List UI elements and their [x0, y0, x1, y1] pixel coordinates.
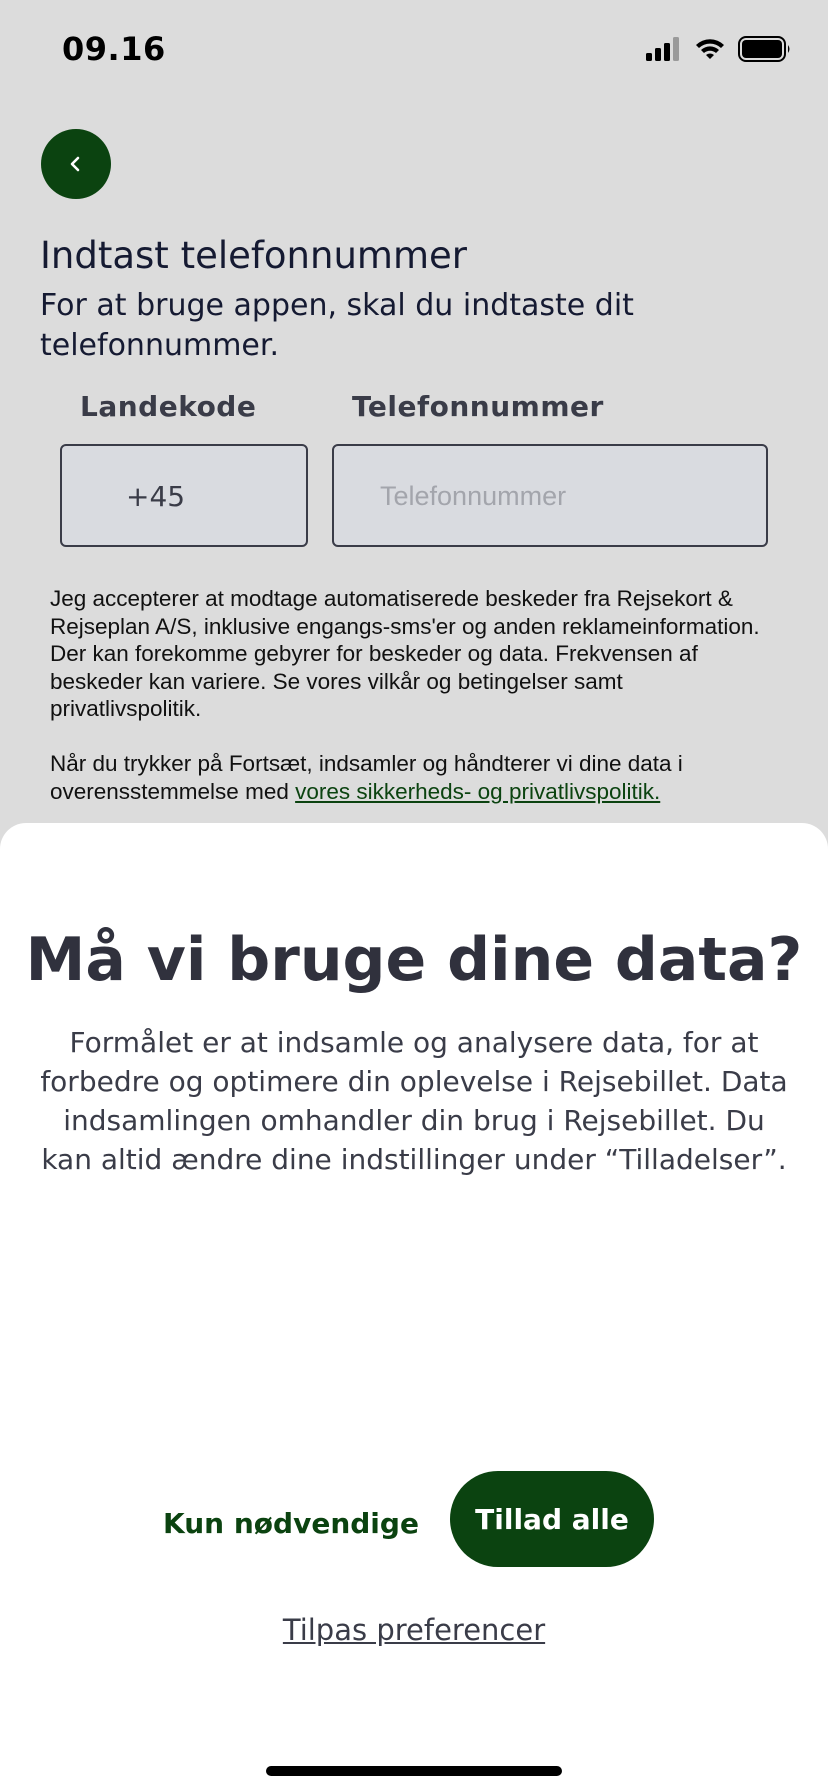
battery-icon [738, 36, 792, 62]
privacy-policy-link[interactable]: vores sikkerheds- og privatlivspolitik. [295, 778, 661, 804]
country-code-value: +45 [126, 480, 186, 513]
only-necessary-button[interactable]: Kun nødvendige [160, 1493, 422, 1553]
country-code-label: Landekode [80, 390, 257, 423]
allow-all-button[interactable]: Tillad alle [450, 1471, 654, 1567]
chevron-left-icon [66, 154, 86, 174]
page-subtitle: For at bruge appen, skal du indtaste dit telefonnummer. [40, 288, 634, 363]
signal-icon [646, 37, 682, 61]
country-code-field[interactable] [60, 444, 308, 547]
customize-preferences-link[interactable]: Tilpas preferencer [282, 1613, 546, 1647]
privacy-notice [50, 750, 780, 805]
phone-number-label: Telefonnummer [352, 390, 604, 423]
wifi-icon [694, 37, 726, 61]
phone-number-field[interactable] [332, 444, 768, 547]
status-time: 09.16 [62, 30, 166, 68]
page-title: Indtast telefonnummer [40, 234, 467, 277]
status-icons [646, 36, 792, 62]
phone-number-input[interactable] [380, 474, 750, 518]
cookie-sheet-body: Formålet er at indsamle og analysere data, for at forbedre og optimere din oplevelse i Rejsebillet. Data indsamlingen omhandler din brug i Rejsebillet. Du kan altid ændre dine indstillinger under “Tilladelser”. [40, 1026, 788, 1176]
cookie-consent-sheet [0, 823, 828, 1792]
back-button[interactable] [41, 129, 111, 199]
cookie-sheet-title: Må vi bruge dine data? [25, 925, 803, 995]
status-bar [0, 0, 828, 100]
privacy-notice-text: Når du trykker på Fortsæt, indsamler og håndterer vi dine data i overensstemmelse med [50, 751, 683, 804]
home-indicator [266, 1766, 562, 1776]
consent-text: Jeg accepterer at modtage automatiserede beskeder fra Rejsekort & Rejseplan A/S, inklusive engangs-sms'er og anden reklameinformation. Der kan forekomme gebyrer for beskeder og data. Frekvensen af beskeder kan variere. Se vores vilkår og betingelser samt privatlivspolitik. [50, 586, 760, 721]
